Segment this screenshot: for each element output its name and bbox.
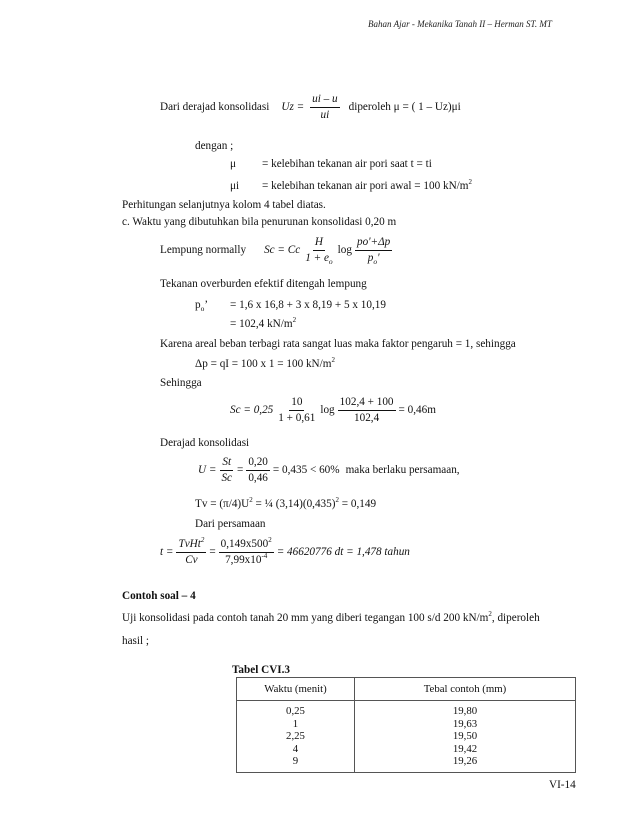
sehingga-text: Sehingga xyxy=(160,377,202,389)
po-line-2 xyxy=(230,318,296,331)
u-eq-lhs: U = xyxy=(198,464,217,477)
table-cell: 2,25 xyxy=(286,730,305,743)
tebal-column xyxy=(355,701,576,773)
sc-f2-num: 102,4 + 100 xyxy=(338,396,396,411)
def-symbol-1: μ xyxy=(230,158,236,170)
table-body-row xyxy=(237,701,576,773)
u-equation xyxy=(198,456,460,486)
tv-b: = ¼ (3,14)(0,435) xyxy=(252,498,336,510)
table-cell: 0,25 xyxy=(286,705,305,717)
t-f1-num xyxy=(176,538,206,553)
po-line-2-sup: 2 xyxy=(292,316,297,324)
dp-line-sup: 2 xyxy=(331,356,335,364)
derajad-lead: Dari derajad konsolidasi xyxy=(160,101,270,114)
sc-equation xyxy=(230,396,436,426)
t-f2 xyxy=(219,538,274,568)
table-header-row xyxy=(237,678,576,701)
hasil-text: hasil ; xyxy=(122,635,150,647)
p-den-tail: ' xyxy=(377,252,380,265)
sc-eq-log: log xyxy=(320,404,335,417)
t-f1-num-text: TvHt xyxy=(178,538,201,550)
data-table xyxy=(236,677,576,773)
sc-f1-den: 1 + 0,61 xyxy=(278,412,316,425)
t-f2-num xyxy=(219,538,274,553)
u-f1 xyxy=(219,456,234,486)
uji-line-text: Uji konsolidasi pada contoh tanah 20 mm yang diberi tegangan 100 s/d 200 kN/m xyxy=(122,612,489,624)
karena-text: Karena areal beban terbagi rata sangat luas maka faktor pengaruh = 1, sehingga xyxy=(160,338,516,350)
uz-lhs: Uz = xyxy=(281,101,305,114)
sc-eq-lhs: Sc = 0,25 xyxy=(230,404,274,417)
t-eq-lhs: t = xyxy=(160,546,174,559)
table-cell: 9 xyxy=(292,755,299,768)
header-waktu: Waktu (menit) xyxy=(237,678,355,701)
uz-denominator: ui xyxy=(320,109,330,122)
po-label-text: p xyxy=(195,299,201,311)
def-text-2 xyxy=(262,180,472,193)
t-eq-rhs: = 46620776 dt = 1,478 tahun xyxy=(276,546,410,559)
uz-fraction xyxy=(310,93,339,123)
tv-b-sup: 2 xyxy=(335,496,339,504)
sc-f2 xyxy=(338,396,396,426)
tv-line xyxy=(195,498,376,511)
dari-persamaan-label: Dari persamaan xyxy=(195,518,266,530)
sc-f2-den: 102,4 xyxy=(354,412,380,425)
derajad-line xyxy=(160,93,461,123)
u-f2 xyxy=(246,456,270,486)
uji-line xyxy=(122,612,540,625)
po-label-sub: o xyxy=(200,304,205,313)
uji-line-tail: , diperoleh xyxy=(491,612,540,624)
po-line-2-text: = 102,4 kN/m xyxy=(230,318,293,330)
table-cell: 19,50 xyxy=(452,730,478,743)
h-fraction xyxy=(303,236,334,266)
uji-line-sup: 2 xyxy=(488,610,492,618)
t-equation xyxy=(160,538,410,568)
po-label-tail: ’ xyxy=(204,299,209,311)
table-cell: 19,80 xyxy=(452,705,478,717)
dengan-label: dengan ; xyxy=(195,140,234,152)
dp-line-text: Δp = qI = 100 x 1 = 100 kN/m xyxy=(195,358,332,370)
def-symbol-2: μi xyxy=(230,180,240,192)
table-caption: Tabel CVI.3 xyxy=(232,664,291,676)
t-f2-den-sup: -4 xyxy=(261,552,268,561)
table-cell: 4 xyxy=(292,742,299,755)
sc-eq-rhs: = 0,46m xyxy=(398,404,436,417)
sc-lhs: Sc = Cc xyxy=(264,244,301,257)
log-label: log xyxy=(337,244,352,257)
h-denominator xyxy=(303,251,334,265)
t-f2-den-text: 7,99x10 xyxy=(225,554,262,567)
h-numerator: H xyxy=(313,236,325,251)
h-den-sub: o xyxy=(328,257,333,267)
t-f2-den xyxy=(223,553,269,567)
table-cell: 19,26 xyxy=(452,755,478,768)
t-f1-den: Cv xyxy=(185,554,198,567)
u-eq-rhs: = 0,435 < 60% xyxy=(272,464,340,477)
lempung-line xyxy=(160,236,395,266)
po-line-1: = 1,6 x 16,8 + 3 x 8,19 + 5 x 10,19 xyxy=(230,299,386,311)
def-text-1: = kelebihan tekanan air pori saat t = ti xyxy=(262,158,432,170)
u-f2-num: 0,20 xyxy=(246,456,270,471)
tekanan-text: Tekanan overburden efektif ditengah lempung xyxy=(160,278,367,290)
u-eq-eq: = xyxy=(237,464,244,477)
p-denominator xyxy=(366,251,382,265)
u-f1-den: Sc xyxy=(221,472,232,485)
tv-a: Tv = (π/4)U xyxy=(195,498,250,510)
u-eq-tail: maka berlaku persamaan, xyxy=(345,464,460,477)
page-header: Bahan Ajar - Mekanika Tanah II – Herman ST. MT xyxy=(368,19,552,29)
t-eq-eq: = xyxy=(209,546,216,559)
contoh-soal-title: Contoh soal – 4 xyxy=(122,590,196,602)
def-text-2-sup: 2 xyxy=(468,178,472,186)
t-f1 xyxy=(176,538,206,568)
lempung-label: Lempung normally xyxy=(160,244,247,257)
t-f2-num-text: 0,149x500 xyxy=(220,538,269,550)
dp-line xyxy=(195,358,335,371)
table-cell: 19,63 xyxy=(452,717,478,730)
po-label xyxy=(195,299,208,312)
t-f1-num-sup: 2 xyxy=(200,536,205,544)
perhitungan-text: Perhitungan selanjutnya kolom 4 tabel diatas. xyxy=(122,199,326,211)
p-den-text: p xyxy=(367,252,374,265)
table-cell: 19,42 xyxy=(452,742,478,755)
t-f2-num-sup: 2 xyxy=(268,536,272,544)
p-numerator: po'+Δp xyxy=(355,236,392,251)
u-f1-num: St xyxy=(220,456,233,471)
header-tebal: Tebal contoh (mm) xyxy=(355,678,576,701)
sc-f1 xyxy=(276,396,317,426)
h-den-text: 1 + e xyxy=(305,252,329,265)
derajat-konsolidasi-label: Derajad konsolidasi xyxy=(160,437,250,449)
p-den-sub: o xyxy=(373,257,378,267)
table-cell: 1 xyxy=(292,717,299,730)
def-text-2-main: = kelebihan tekanan air pori awal = 100 kN/m xyxy=(262,180,469,192)
page-number: VI-14 xyxy=(549,779,576,791)
p-fraction xyxy=(355,236,392,266)
tv-c: = 0,149 xyxy=(338,498,377,510)
uz-numerator: ui – u xyxy=(310,93,339,108)
sc-f1-num: 10 xyxy=(289,396,304,411)
waktu-column xyxy=(237,701,355,773)
uz-tail: diperoleh μ = ( 1 – Uz)μi xyxy=(348,101,461,114)
u-f2-den: 0,46 xyxy=(248,472,268,485)
section-c-heading: c. Waktu yang dibutuhkan bila penurunan konsolidasi 0,20 m xyxy=(122,216,397,228)
tv-a-sup: 2 xyxy=(249,496,253,504)
